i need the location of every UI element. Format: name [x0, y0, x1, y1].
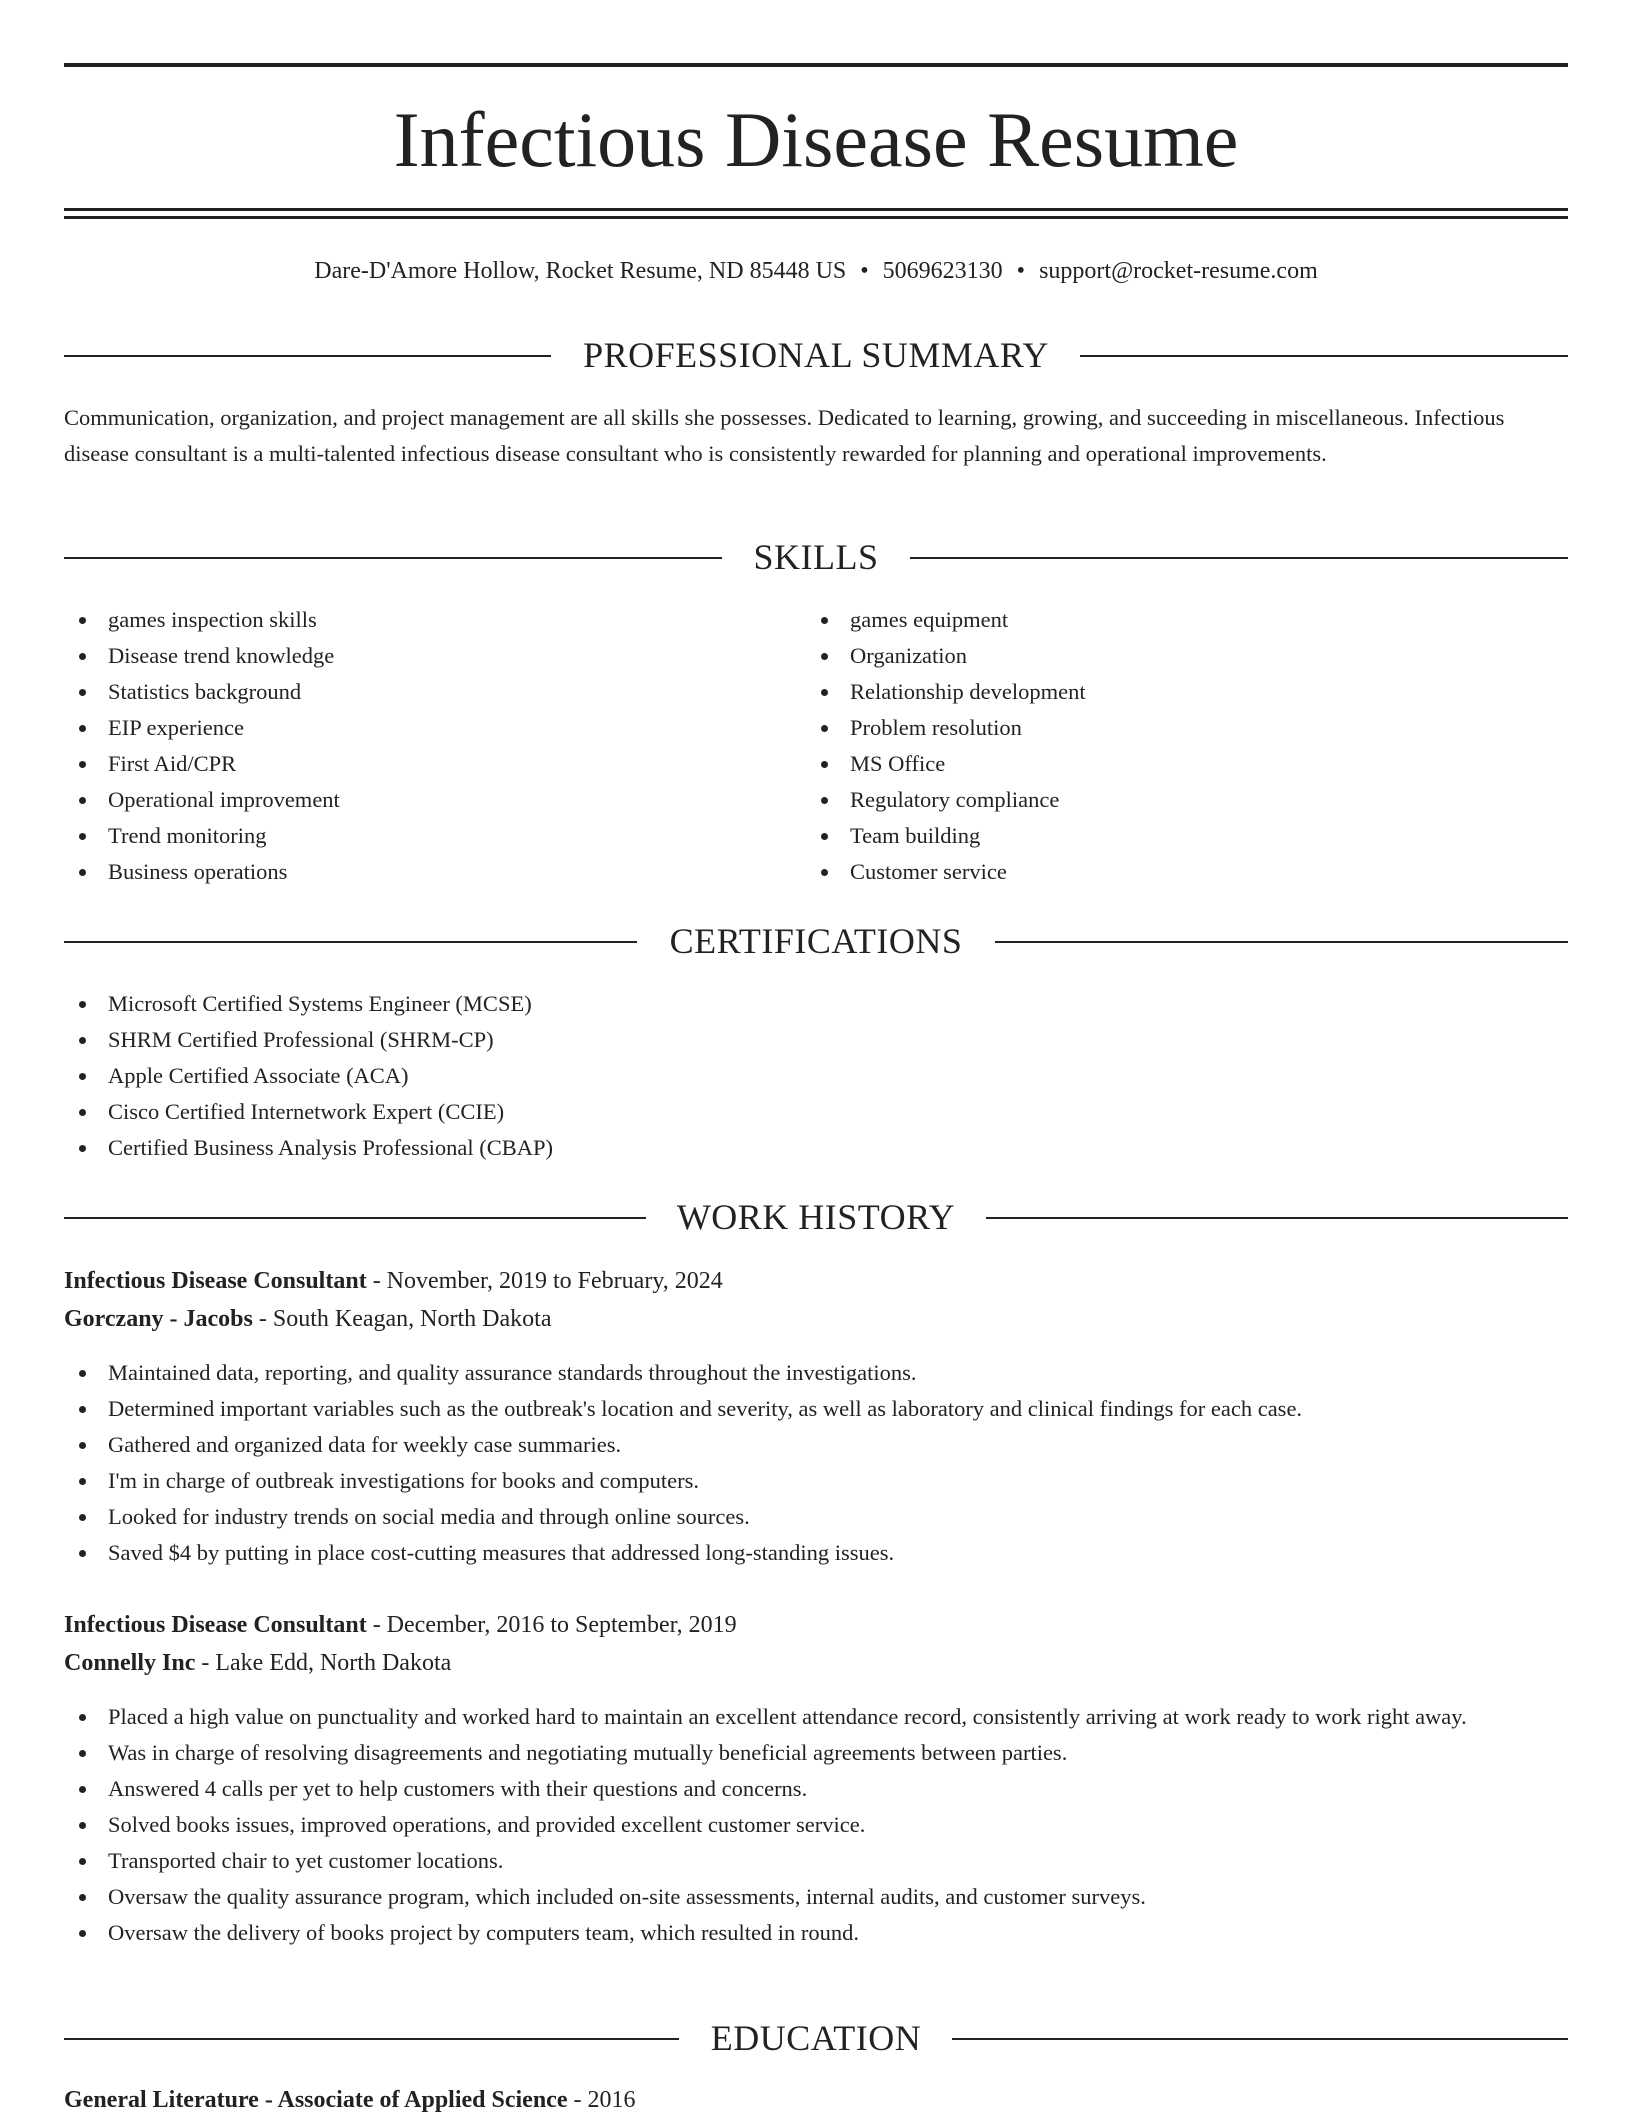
contact-separator: •	[860, 258, 869, 284]
resume-title: Infectious Disease Resume	[393, 96, 1239, 183]
summary-text: Communication, organization, and project management are all skills she possesses. Dedicated to learning, growing, and succeeding in miscellaneous. Infectious disease consultant is a multi-talented infectious disease consultant who is consistently rewarded for planning and operational improvements.	[64, 405, 1505, 466]
header-double-rule-2	[64, 216, 1568, 219]
skill-text: EIP experience	[108, 715, 244, 740]
section-heading-work-history	[64, 1195, 1568, 1239]
list-item	[64, 1427, 1568, 1463]
job-company-line	[64, 1644, 1568, 1682]
bullet-icon	[79, 1001, 86, 1008]
bullet-icon	[79, 1858, 86, 1865]
skill-text: Problem resolution	[850, 715, 1022, 740]
education-entry	[64, 2081, 1568, 2119]
list-item	[64, 1094, 1064, 1130]
skill-text: Disease trend knowledge	[108, 643, 335, 668]
skill-text: Regulatory compliance	[850, 787, 1060, 812]
list-item	[806, 818, 1506, 854]
job-bullets	[64, 1699, 1568, 1951]
bullet-icon	[821, 617, 828, 624]
bullet-text: Looked for industry trends on social media and through online sources.	[108, 1504, 750, 1529]
bullet-icon	[79, 1550, 86, 1557]
skills-list-right	[806, 602, 1506, 890]
certification-text: SHRM Certified Professional (SHRM-CP)	[108, 1027, 494, 1052]
bullet-text: Oversaw the quality assurance program, which included on-site assessments, internal audits, and customer surveys.	[108, 1884, 1146, 1909]
skill-text: Business operations	[108, 859, 288, 884]
list-item	[64, 638, 764, 674]
list-item	[64, 1058, 1064, 1094]
certification-text: Apple Certified Associate (ACA)	[108, 1063, 409, 1088]
job-dates: - December, 2016 to September, 2019	[366, 1612, 737, 1638]
bullet-icon	[79, 1930, 86, 1937]
list-item	[64, 1022, 1064, 1058]
bullet-icon	[821, 689, 828, 696]
bullet-text: Gathered and organized data for weekly case summaries.	[108, 1432, 622, 1457]
section-title: WORK HISTORY	[676, 1197, 956, 1237]
list-item	[64, 602, 764, 638]
bullet-icon	[79, 1073, 86, 1080]
contact-email[interactable]: support@rocket-resume.com	[1039, 258, 1318, 284]
skill-text: Operational improvement	[108, 787, 340, 812]
job-company-line	[64, 1300, 1568, 1338]
contact-separator: •	[1016, 258, 1026, 284]
list-item	[64, 1699, 1568, 1735]
bullet-icon	[79, 1478, 86, 1485]
bullet-text: Solved books issues, improved operations, and provided excellent customer service.	[108, 1812, 866, 1837]
skill-text: games inspection skills	[108, 607, 317, 632]
bullet-text: Placed a high value on punctuality and worked hard to maintain an excellent attendance record, consistently arriving at work ready to work right away.	[108, 1704, 1467, 1729]
bullet-icon	[79, 653, 86, 660]
list-item	[64, 674, 764, 710]
bullet-icon	[79, 1037, 86, 1044]
skill-text: Relationship development	[850, 679, 1086, 704]
skill-text: Trend monitoring	[108, 823, 267, 848]
job-title-line	[64, 1606, 1568, 1644]
section-title: CERTIFICATIONS	[669, 921, 963, 961]
bullet-icon	[79, 1894, 86, 1901]
bullet-text: Determined important variables such as the outbreak's location and severity, as well as laboratory and clinical findings for each case.	[108, 1396, 1303, 1421]
list-item	[64, 986, 1064, 1022]
header-double-rule-1	[64, 208, 1568, 211]
list-item	[806, 782, 1506, 818]
section-heading-certifications	[64, 919, 1568, 963]
contact-phone: 5069623130	[882, 258, 1003, 284]
bullet-icon	[79, 1822, 86, 1829]
job-company: Gorczany - Jacobs	[64, 1306, 253, 1332]
list-item	[64, 1463, 1568, 1499]
bullet-icon	[79, 1406, 86, 1413]
certification-text: Cisco Certified Internetwork Expert (CCIE)	[108, 1099, 505, 1124]
job-location: - Lake Edd, North Dakota	[195, 1650, 452, 1676]
skill-text: Organization	[850, 643, 968, 668]
skill-text: Customer service	[850, 859, 1007, 884]
job-company: Connelly Inc	[64, 1650, 196, 1676]
header-top-rule	[64, 63, 1568, 67]
list-item	[64, 1771, 1568, 1807]
education-degree: General Literature - Associate of Applied Science	[64, 2087, 568, 2113]
section-heading-education	[64, 2016, 1568, 2060]
skill-text: Team building	[850, 823, 981, 848]
section-heading-summary	[64, 333, 1568, 377]
job-bullets	[64, 1355, 1568, 1571]
bullet-icon	[821, 869, 828, 876]
section-title: SKILLS	[753, 537, 879, 577]
bullet-text: Was in charge of resolving disagreements and negotiating mutually beneficial agreements between parties.	[108, 1740, 1068, 1765]
bullet-text: Maintained data, reporting, and quality assurance standards throughout the investigations.	[108, 1360, 917, 1385]
list-item	[64, 1843, 1568, 1879]
list-item	[64, 782, 764, 818]
bullet-text: Oversaw the delivery of books project by computers team, which resulted in round.	[108, 1920, 860, 1945]
list-item	[64, 1130, 1064, 1166]
list-item	[64, 1735, 1568, 1771]
bullet-text: Saved $4 by putting in place cost-cutting measures that addressed long-standing issues.	[108, 1540, 895, 1565]
job-title: Infectious Disease Consultant	[64, 1612, 367, 1638]
list-item	[64, 818, 764, 854]
bullet-icon	[821, 761, 828, 768]
list-item	[806, 710, 1506, 746]
list-item	[64, 1499, 1568, 1535]
list-item	[806, 746, 1506, 782]
bullet-text: Answered 4 calls per yet to help customers with their questions and concerns.	[108, 1776, 808, 1801]
bullet-icon	[79, 1786, 86, 1793]
job-title: Infectious Disease Consultant	[64, 1268, 367, 1294]
bullet-icon	[79, 689, 86, 696]
list-item	[64, 746, 764, 782]
list-item	[806, 854, 1506, 890]
list-item	[64, 710, 764, 746]
list-item	[806, 638, 1506, 674]
bullet-text: Transported chair to yet customer locations.	[108, 1848, 504, 1873]
list-item	[64, 1535, 1568, 1571]
contact-line	[64, 254, 1568, 288]
bullet-icon	[79, 617, 86, 624]
education-year: - 2016	[567, 2087, 636, 2113]
list-item	[64, 1391, 1568, 1427]
skill-text: MS Office	[850, 751, 946, 776]
list-item	[806, 602, 1506, 638]
bullet-icon	[79, 1442, 86, 1449]
bullet-icon	[821, 833, 828, 840]
list-item	[64, 1915, 1568, 1951]
list-item	[64, 1807, 1568, 1843]
job-dates: - November, 2019 to February, 2024	[366, 1268, 723, 1294]
certifications-list	[64, 986, 1064, 1166]
bullet-icon	[821, 797, 828, 804]
bullet-icon	[821, 725, 828, 732]
list-item	[64, 1879, 1568, 1915]
skill-text: Statistics background	[108, 679, 302, 704]
list-item	[64, 854, 764, 890]
bullet-icon	[79, 1145, 86, 1152]
certification-text: Microsoft Certified Systems Engineer (MCSE)	[108, 991, 532, 1016]
contact-address: Dare-D'Amore Hollow, Rocket Resume, ND 85448 US	[314, 258, 847, 284]
job-location: - South Keagan, North Dakota	[252, 1306, 552, 1332]
bullet-icon	[79, 1370, 86, 1377]
bullet-icon	[821, 653, 828, 660]
certification-text: Certified Business Analysis Professional (CBAP)	[108, 1135, 553, 1160]
bullet-icon	[79, 1714, 86, 1721]
skill-text: games equipment	[850, 607, 1009, 632]
list-item	[64, 1355, 1568, 1391]
bullet-icon	[79, 1514, 86, 1521]
job-title-line	[64, 1262, 1568, 1300]
list-item	[806, 674, 1506, 710]
bullet-icon	[79, 869, 86, 876]
bullet-text: I'm in charge of outbreak investigations for books and computers.	[108, 1468, 699, 1493]
section-title: EDUCATION	[710, 2018, 922, 2058]
section-heading-skills	[64, 535, 1568, 579]
bullet-icon	[79, 1750, 86, 1757]
bullet-icon	[79, 1109, 86, 1116]
skills-list-left	[64, 602, 764, 890]
bullet-icon	[79, 761, 86, 768]
bullet-icon	[79, 797, 86, 804]
section-title: PROFESSIONAL SUMMARY	[583, 335, 1049, 375]
bullet-icon	[79, 833, 86, 840]
bullet-icon	[79, 725, 86, 732]
skill-text: First Aid/CPR	[108, 751, 237, 776]
